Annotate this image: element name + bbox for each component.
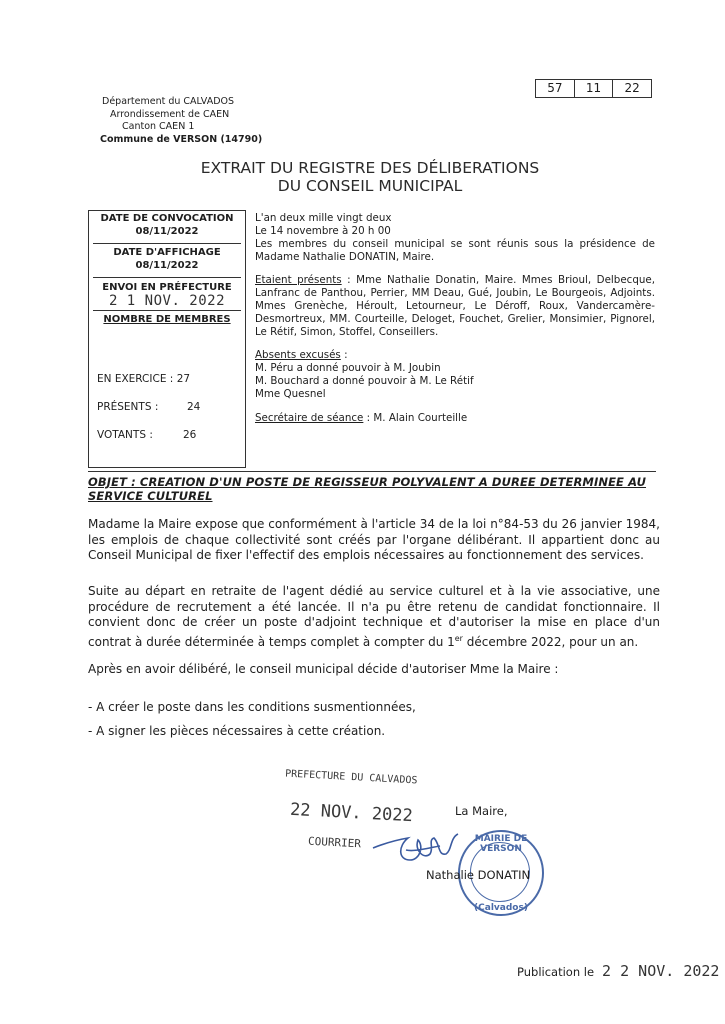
decision-item: - A signer les pièces nécessaires à cette création. [88,724,386,738]
divider [93,243,241,244]
absents-heading: Absents excusés [255,349,341,361]
ordinal-suffix: er [454,633,463,643]
membres-label: NOMBRE DE MEMBRES [103,314,231,325]
secretaire-row [255,412,655,425]
body-paragraph-1: Madame la Maire expose que conformément à l'article 34 de la loi n°84-53 du 26 janvier 1984, les emplois de chaque collectivité sont créés par l'organe délibérant. Il appartient donc au Conseil Municipal de fixer l'effectif des emplois nécessaires au fonctionnement des services. [88,517,660,562]
publication-label: Publication le [517,965,595,979]
secretaire-name: : M. Alain Courteille [363,412,468,424]
seal-bottom-text: (Calvados) [474,903,528,913]
session-details [255,212,655,425]
reference-box [535,79,652,98]
signatory-name: Nathalie DONATIN [426,868,531,882]
divider [93,310,241,311]
body-paragraph-3: Après en avoir délibéré, le conseil municipal décide d'autoriser Mme la Maire : [88,662,559,676]
affichage-date: 08/11/2022 [135,259,199,271]
department-line: Département du CALVADOS [102,96,235,107]
paragraph-2-text: Suite au départ en retraite de l'agent dédié au service culturel et à la vie associative, une procédure de recrutement a été lancée. Il n'a pu être retenu de candidat fonctionnaire. Il convient donc de créer un poste d'adjoint technique et d'autoriser la mise en place d'un contrat à durée déterminée à temps complet à compter du 1 [88,584,660,649]
secretaire-heading: Secrétaire de séance [255,412,364,424]
prefecture-date-stamp: 2 1 NOV. 2022 [108,292,226,309]
meeting-info-box [88,210,246,468]
arrondissement-line: Arrondissement de CAEN [110,108,230,120]
prefecture-label: ENVOI EN PRÉFECTURE [102,282,232,293]
reference-number: 57 [536,80,575,97]
reference-number: 11 [575,80,614,97]
presents-row [97,401,217,413]
exercice-value: 27 [176,373,191,385]
votants-row [97,429,217,441]
title-line-2: DU CONSEIL MUNICIPAL [277,177,463,195]
absent-line: Mme Quesnel [255,388,326,400]
exercice-row [97,373,190,385]
session-presidence: Les membres du conseil municipal se sont réunis sous la présidence de Madame Nathalie DONATIN, Maire. [255,238,655,263]
membres-section [89,314,245,327]
document-title [150,159,590,195]
paragraph-2-end: décembre 2022, pour un an. [462,634,639,649]
department-header [100,96,262,146]
publication-date-stamp: 2 2 NOV. 2022 [602,962,720,980]
convocation-label: DATE DE CONVOCATION [100,213,234,224]
votants-value: 26 [183,429,197,441]
presents-value: 24 [187,401,201,413]
commune-line: Commune de VERSON (14790) [100,133,263,145]
separator-line [88,471,656,472]
prefecture-section [89,282,245,307]
prefecture-stamp-date: 22 NOV. 2022 [289,799,414,827]
prefecture-stamp-courrier: COURRIER [307,834,362,851]
deliberation-subject: OBJET : CREATION D'UN POSTE DE REGISSEUR POLYVALENT A DUREE DETERMINEE AU SERVICE CULTUREL [88,475,647,503]
session-year: L'an deux mille vingt deux [255,212,392,224]
absent-line: M. Bouchard a donné pouvoir à M. Le Rétif [255,375,474,387]
affichage-label: DATE D'AFFICHAGE [113,247,221,258]
exercice-label: EN EXERCICE : [97,373,174,385]
prefecture-stamp-title: PREFECTURE DU CALVADOS [284,768,418,787]
canton-line: Canton CAEN 1 [122,121,195,132]
title-line-1: EXTRAIT DU REGISTRE DES DÉLIBERATIONS [200,159,540,177]
reference-number: 22 [624,81,640,95]
seal-top-text: MAIRIE DE VERSON [474,834,528,854]
absent-line: M. Péru a donné pouvoir à M. Joubin [255,362,441,374]
signatory-role: La Maire, [455,804,508,818]
body-paragraph-2 [88,584,660,650]
convocation-section [89,213,245,238]
divider [93,277,241,278]
presents-names: : Mme Nathalie Donatin, Maire. Mmes Brioul, Delbecque, Lanfranc de Panthou, Perrier, MM Deau, Gué, Joubin, Le Bourgeois, Adjoints. Mmes Grenèche, Héroult, Letourneur, Le Déroff, Roux, Vandercamère-Desmortreux, MM. Courteille, Deloget, Fouchet, Grelier, Monsimier, Pignorel, Le Rétif, Simon, Stoffel, Conseillers. [255,274,655,338]
affichage-section [89,247,245,272]
presents-label: PRÉSENTS : [97,401,159,413]
presents-heading: Etaient présents [255,274,342,286]
publication-line [517,962,719,980]
convocation-date: 08/11/2022 [135,225,199,237]
absents-heading-row: Absents excusés : [255,349,348,361]
presents-list [255,274,655,339]
votants-label: VOTANTS : [97,429,153,441]
decision-item: - A créer le poste dans les conditions susmentionnées, [88,700,416,714]
session-date: Le 14 novembre à 20 h 00 [255,225,391,237]
